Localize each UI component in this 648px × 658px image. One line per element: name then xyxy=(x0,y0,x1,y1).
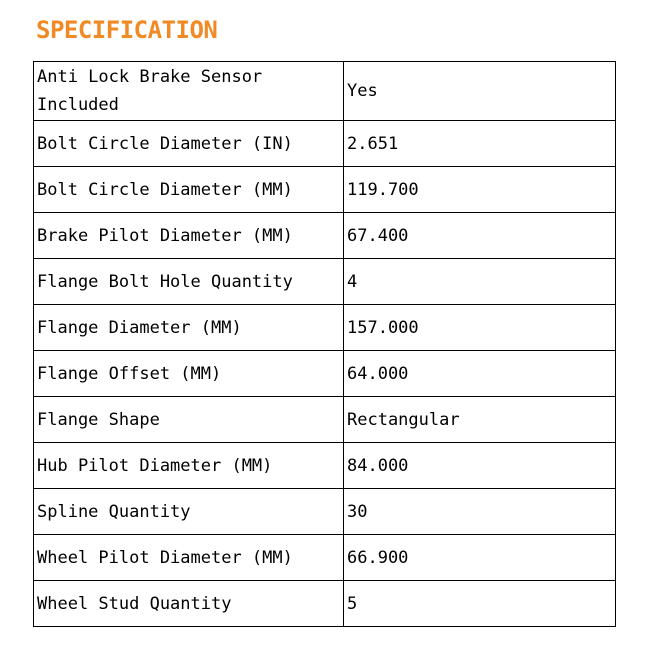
table-row xyxy=(34,167,616,213)
spec-value: 5 xyxy=(344,581,616,627)
table-row xyxy=(34,535,616,581)
table-row xyxy=(34,62,616,121)
spec-value: 4 xyxy=(344,259,616,305)
spec-value: 64.000 xyxy=(344,351,616,397)
spec-label: Bolt Circle Diameter (IN) xyxy=(34,121,344,167)
spec-label: Flange Diameter (MM) xyxy=(34,305,344,351)
spec-value: 2.651 xyxy=(344,121,616,167)
spec-label: Bolt Circle Diameter (MM) xyxy=(34,167,344,213)
spec-label: Wheel Pilot Diameter (MM) xyxy=(34,535,344,581)
page-title: SPECIFICATION xyxy=(36,16,218,44)
spec-label: Brake Pilot Diameter (MM) xyxy=(34,213,344,259)
spec-value: 157.000 xyxy=(344,305,616,351)
spec-label: Spline Quantity xyxy=(34,489,344,535)
spec-value: 119.700 xyxy=(344,167,616,213)
spec-label: Hub Pilot Diameter (MM) xyxy=(34,443,344,489)
table-row xyxy=(34,443,616,489)
spec-label: Wheel Stud Quantity xyxy=(34,581,344,627)
spec-label: Flange Offset (MM) xyxy=(34,351,344,397)
spec-value: 30 xyxy=(344,489,616,535)
spec-value: Rectangular xyxy=(344,397,616,443)
table-row xyxy=(34,259,616,305)
spec-value: 84.000 xyxy=(344,443,616,489)
table-row xyxy=(34,581,616,627)
table-row xyxy=(34,121,616,167)
spec-value: 67.400 xyxy=(344,213,616,259)
table-row xyxy=(34,305,616,351)
spec-label: Flange Shape xyxy=(34,397,344,443)
table-row xyxy=(34,351,616,397)
table-row xyxy=(34,213,616,259)
spec-label: Anti Lock Brake Sensor Included xyxy=(34,62,344,121)
table-row xyxy=(34,397,616,443)
spec-value: Yes xyxy=(344,62,616,121)
spec-value: 66.900 xyxy=(344,535,616,581)
spec-label: Flange Bolt Hole Quantity xyxy=(34,259,344,305)
table-row xyxy=(34,489,616,535)
specification-table xyxy=(33,61,616,627)
